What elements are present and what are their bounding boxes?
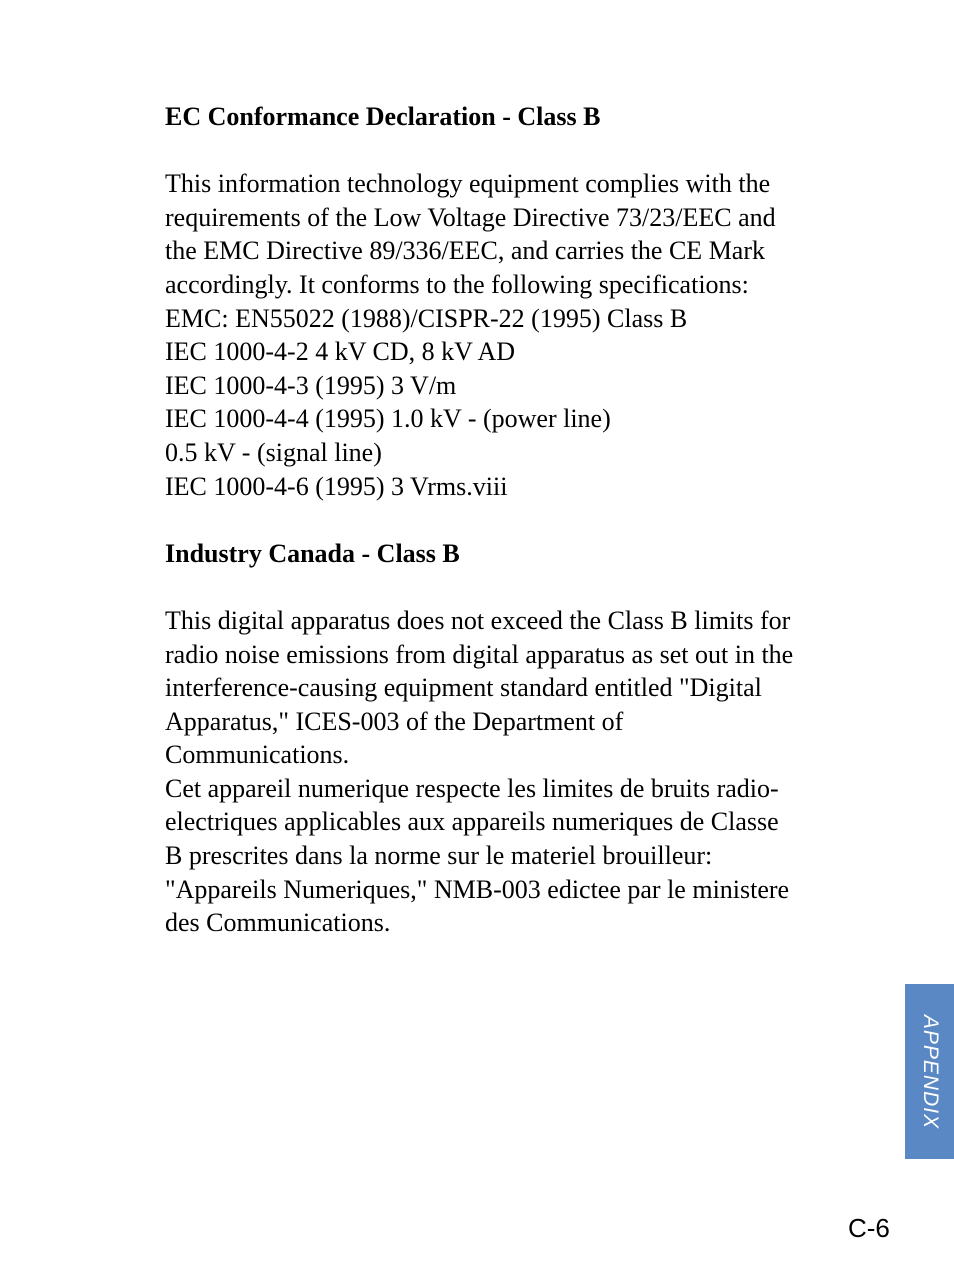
appendix-tab-label: APPENDIX — [918, 1014, 942, 1129]
text-line: Cet appareil numerique respecte les limites de bruits radio- — [165, 773, 779, 803]
text-line: interference-causing equipment standard entitled "Digital — [165, 673, 762, 703]
spacer — [165, 503, 865, 537]
text-line: IEC 1000-4-6 (1995) 3 Vrms.viii — [165, 471, 508, 501]
text-line: radio noise emissions from digital apparatus as set out in the — [165, 639, 794, 669]
text-line: IEC 1000-4-4 (1995) 1.0 kV - (power line) — [165, 404, 611, 434]
text-line: This information technology equipment complies with the — [165, 169, 771, 199]
text-line: "Appareils Numeriques," NMB-003 edictee par le ministere — [165, 874, 790, 904]
text-line: des Communications. — [165, 908, 391, 938]
text-line: electriques applicables aux appareils numeriques de Classe — [165, 807, 779, 837]
text-line: 0.5 kV - (signal line) — [165, 437, 382, 467]
text-line: requirements of the Low Voltage Directive 73/23/EEC and — [165, 202, 776, 232]
text-line: Communications. — [165, 740, 350, 770]
page-number: C-6 — [848, 1213, 890, 1243]
spacer — [165, 134, 865, 168]
text-line: B prescrites dans la norme sur le materiel brouilleur: — [165, 841, 713, 871]
ec-declaration-heading: EC Conformance Declaration - Class B — [165, 102, 601, 131]
text-line: IEC 1000-4-2 4 kV CD, 8 kV AD — [165, 337, 516, 367]
page-content — [165, 100, 865, 940]
text-line: IEC 1000-4-3 (1995) 3 V/m — [165, 370, 457, 400]
text-line: EMC: EN55022 (1988)/CISPR-22 (1995) Class B — [165, 303, 688, 333]
text-line: the EMC Directive 89/336/EEC, and carries the CE Mark — [165, 236, 766, 266]
ec-declaration-body — [165, 167, 865, 503]
industry-canada-body — [165, 604, 865, 940]
text-line: Apparatus," ICES-003 of the Department of — [165, 706, 624, 736]
industry-canada-heading: Industry Canada - Class B — [165, 538, 460, 568]
text-line: This digital apparatus does not exceed the Class B limits for — [165, 605, 791, 635]
spacer — [165, 570, 865, 604]
appendix-side-tab — [905, 984, 954, 1159]
text-line: accordingly. It conforms to the following specifications: — [165, 269, 749, 299]
